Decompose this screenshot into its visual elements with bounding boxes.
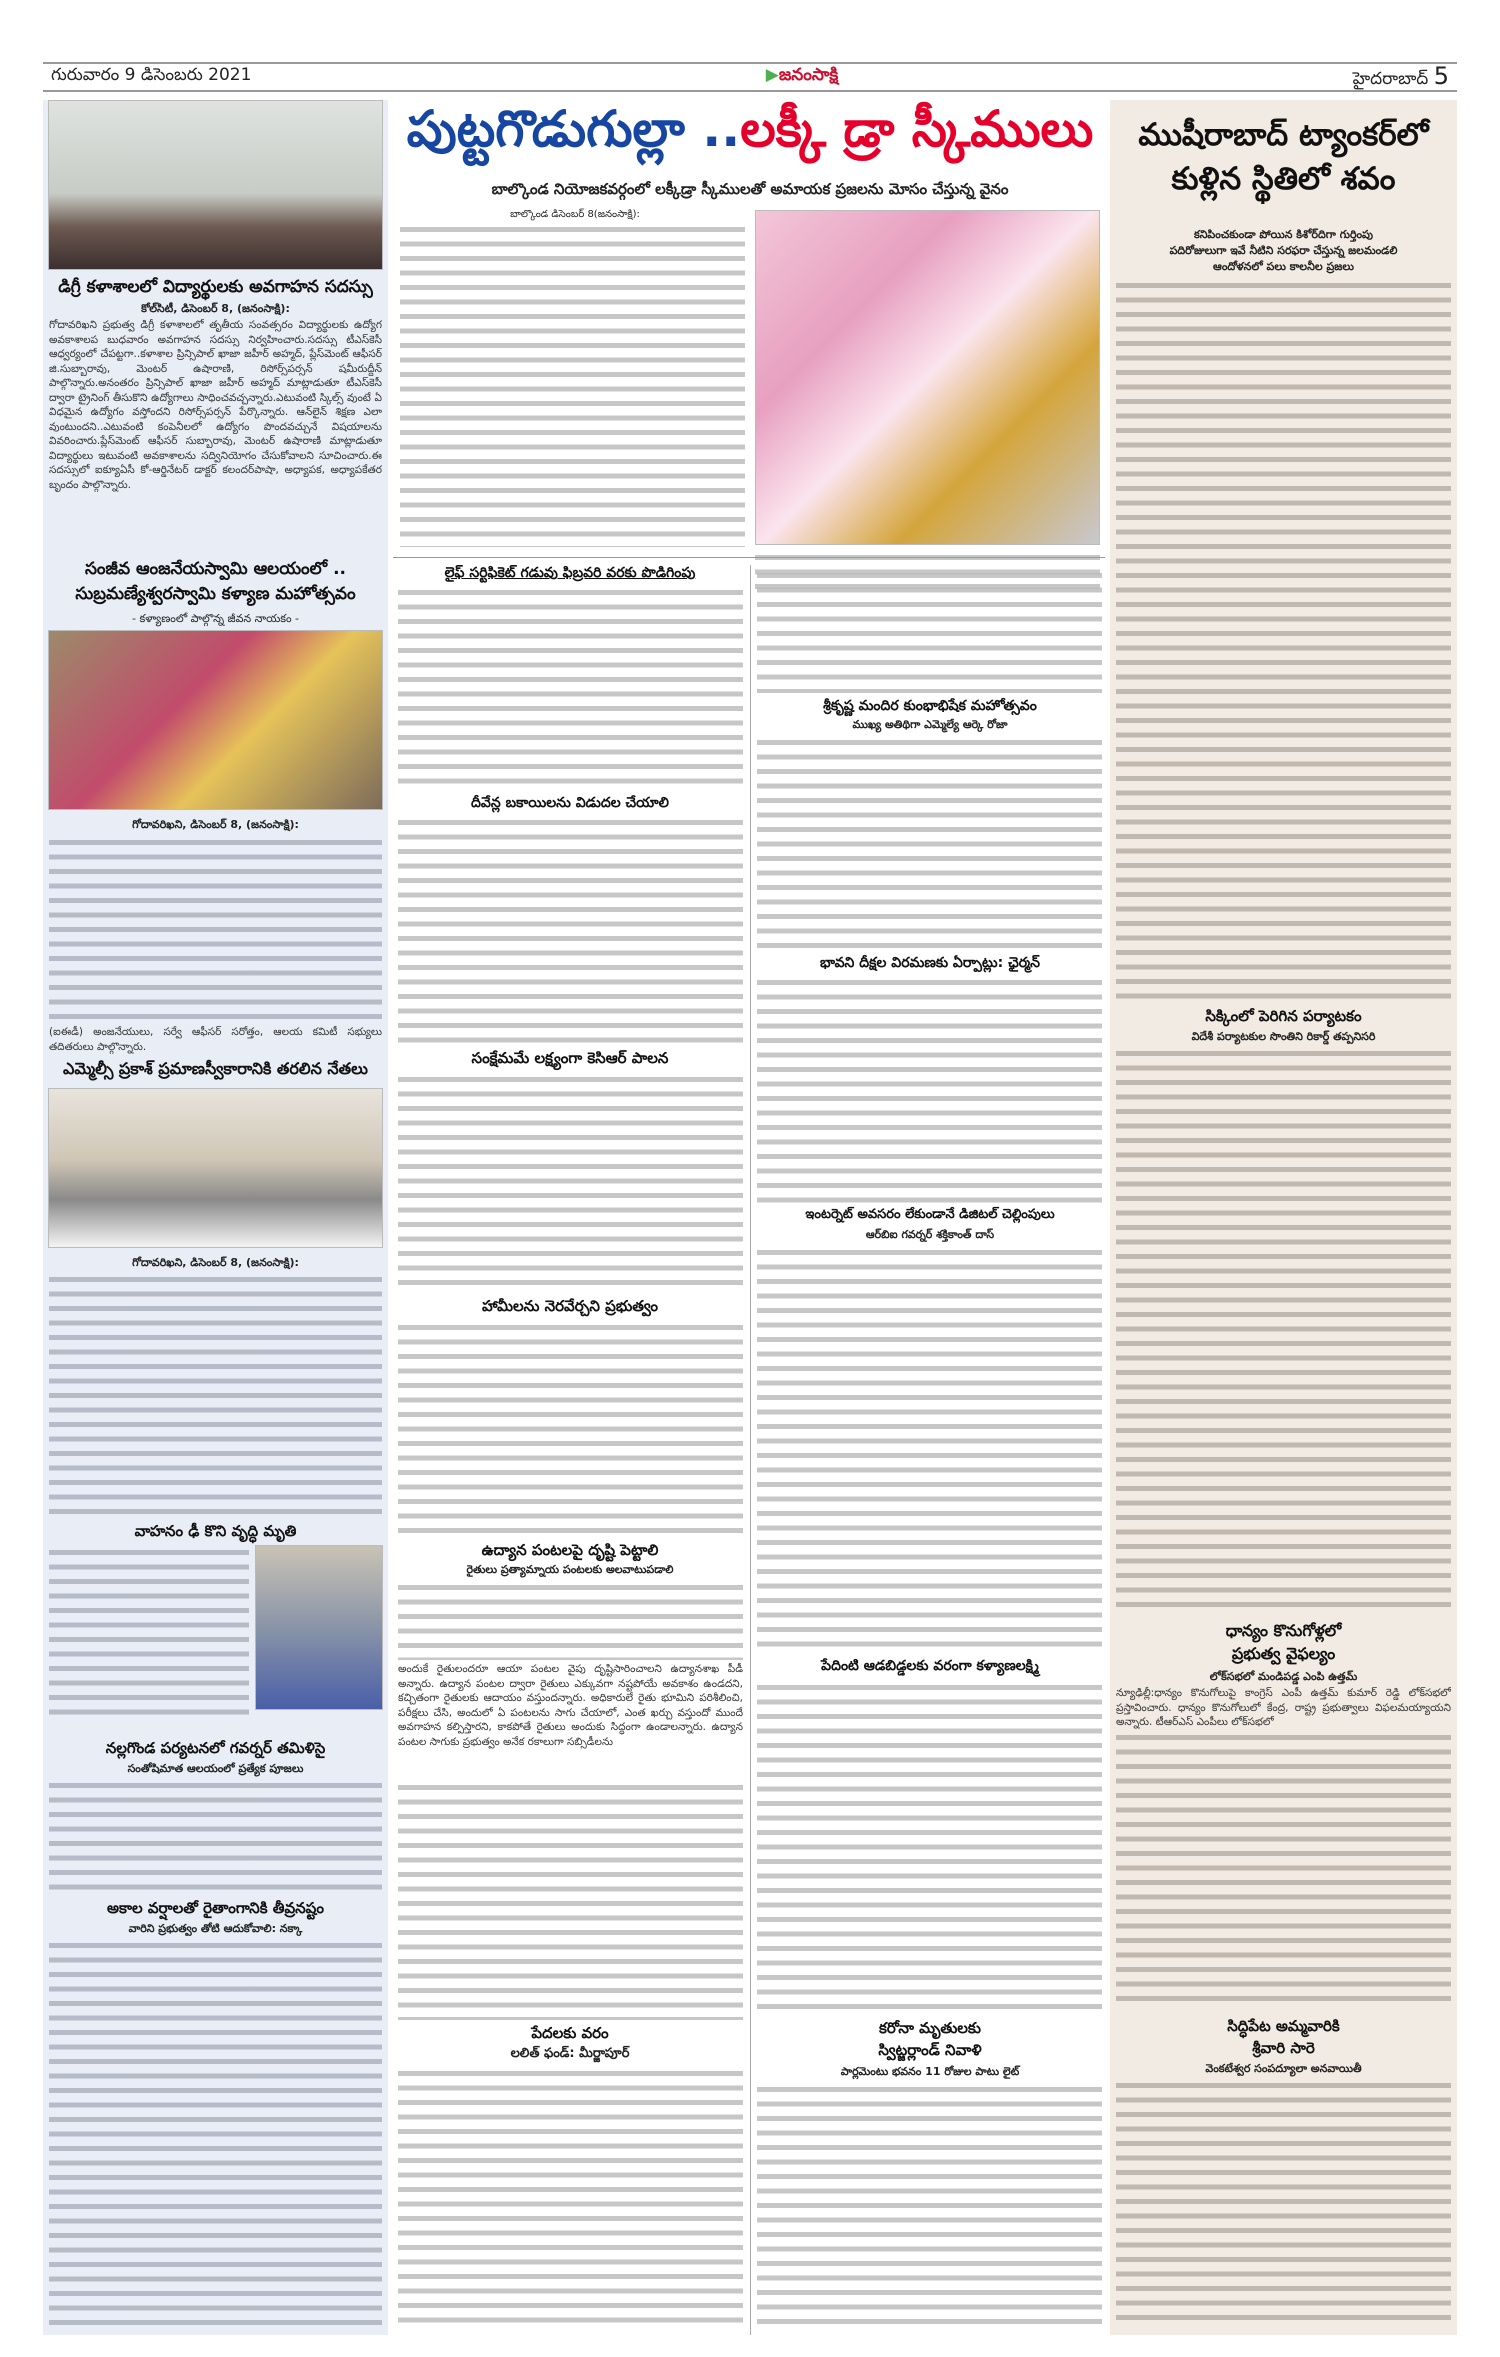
subheadline: ఆర్‌బిఐ గవర్నర్ శక్తికాంత్ దాస్ bbox=[865, 1228, 995, 1241]
article-text-lines bbox=[757, 1680, 1102, 2010]
article-text-lines bbox=[398, 815, 743, 1045]
article-text-lines bbox=[398, 585, 743, 790]
article-body: గోదావరిఖని ప్రభుత్వ డిగ్రీ కళాశాలలో తృతీయ సంవత్సరం విద్యార్థులకు ఉద్యోగ అవకాశాలప బుధవారం అవగాహన సదస్సు నిర్వహించారు.సదస్సు టీఎస్‌కెసీ ఆధ్వర్యంలో చేపట్టగా..కళాశాల ప్రిన్సిపాల్ ఖాజా జహీర్ అహ్మద్, ప్లేస్‌మెంట్ ఆఫీసర్ జి.సుబ్బారావు, మెంటర్ ఉషారాణి, రిసోర్స్‌పర్సన్ షమీరుద్దీన్ పాల్గొన్నారు.అనంతరం ప్రిన్సిపాల్ ఖాజా జహీర్ అహ్మద్ మాట్లాడుతూ టీఎస్‌కెసీ ద్వారా ట్రైనింగ్ తీసుకొని ఉద్యోగాలు సాధించవచ్చన్నారు.ఎటువంటి స్కిల్స్ వుంటే ఏ విధమైన ఉద్యోగం వస్తోందని రిసోర్స్‌పర్సన్ పేర్కొన్నారు. ఆన్‌లైన్ శిక్షణ ఎలా వుంటుందని..ఎటువంటి కంపెనీలలో ఉద్యోగం పొందవచ్చునే విషయాలను వివరించారు.ప్లేస్‌మెంట్ ఆఫీసర్ సుబ్బారావు, మెంటర్ ఉషారాణి మాట్లాడుతూ విద్యార్థులు ఇటువంటి అవకాశాలను సద్వినియోగం చేసుకోవాలని సూచించారు.ఈ సదస్సులో ఐక్యూఏసీ కో-ఆర్డినేటర్ డాక్టర్ కలందర్‌పాషా, అధ్యాపక, అధ్యాపకేతర బృందం పాల్గొన్నారు. bbox=[49, 319, 382, 491]
accident-photo bbox=[255, 1545, 383, 1710]
headline-bhavani: భావని దీక్షల విరమణకు ఏర్పాట్లు: ఛైర్మన్ bbox=[820, 955, 1040, 971]
article-text-lines bbox=[398, 1580, 743, 1660]
article-text-lines bbox=[1116, 1730, 1451, 2010]
headline-horticulture: ఉద్యాన పంటలపై దృష్టి పెట్టాలి bbox=[481, 1541, 659, 1559]
subheadline: లలిత్ ఫండ్: మీర్జాపూర్ bbox=[510, 2046, 630, 2061]
lead-subheadline: బాల్కొండ నియోజకవర్గంలో లక్కీడ్రా స్కీములతో అమాయక ప్రజలను మోసం చేస్తున్న వైనం bbox=[491, 180, 1009, 198]
headline-siddipet: సిద్ధిపేట అమ్మవారికి bbox=[1227, 2017, 1340, 2035]
dateline: గోదావరిఖని, డిసెంబర్ 8, (జనంసాక్షి): bbox=[132, 818, 299, 831]
divider bbox=[750, 565, 751, 2335]
divider bbox=[393, 557, 1105, 558]
edition-city: హైదరాబాద్ bbox=[1352, 68, 1429, 89]
subheadline: సంతోషిమాత ఆలయంలో ప్రత్యేక పూజలు bbox=[127, 1762, 304, 1775]
subheadline: పార్లమెంటు భవనం 11 రోజుల పాటు లైట్ bbox=[840, 2065, 1020, 2078]
subheadline: విదేశీ పర్యాటకుల సొంతిని రికార్డ్ తప్పనిసరి bbox=[1191, 1030, 1376, 1043]
subheadline: వెంకటేశ్వర సంపద్యూలా అనవాయితీ bbox=[1205, 2062, 1362, 2075]
article-body: (ఐఈడీ) అంజనేయులు, సర్వే ఆఫీసర్ సరోత్తం, ఆలయ కమిటీ సభ్యులు తదితరులు పాల్గొన్నారు. bbox=[49, 1026, 382, 1053]
logo-leaf-icon: ▶ bbox=[765, 65, 779, 85]
article-body: న్యూఢిల్లీ:ధాన్యం కొనుగోలుపై కాంగ్రెస్ ఎంపీ ఉత్తమ్ కుమార్ రెడ్డి లోక్‌సభలో ప్రస్తావించారు. ధాన్యం కొనుగోలులో కేంద్ర, రాష్ట్ర ప్రభుత్వాలు విఫలమయ్యాయని అన్నారు. టీఆర్‌ఎస్ ఎంపీలు లోక్‌సభలో bbox=[1116, 1687, 1451, 1728]
lead-text-lines bbox=[400, 222, 745, 547]
article-text-lines bbox=[398, 1072, 743, 1292]
subheadline: వారిని ప్రభుత్వం తోటి ఆదుకోవాలి: నక్కా bbox=[128, 1922, 303, 1935]
article-text-lines bbox=[398, 1780, 743, 2020]
wedding-ceremony-photo bbox=[48, 630, 383, 810]
dateline: కోల్‌సిటీ, డిసెంబర్ 8, (జనంసాక్షి): bbox=[141, 302, 290, 315]
subheadline: లోక్‌సభలో మండిపడ్డ ఎంపి ఉత్తమ్ bbox=[1209, 1670, 1358, 1683]
headline-governor: నల్లగొండ పర్యటనలో గవర్నర్ తమిళిసై bbox=[105, 1739, 326, 1757]
newspaper-logo: ▶జనంసాక్షి bbox=[765, 65, 839, 85]
article-text-lines bbox=[757, 568, 1102, 693]
page-number: 5 bbox=[1433, 61, 1449, 90]
subheadline: కనిపించకుండా పోయిన కిశోర్‌దిగా గుర్తింపు bbox=[1193, 228, 1374, 241]
dateline: గోదావరిఖని, డిసెంబర్ 8, (జనంసాక్షి): bbox=[132, 1256, 299, 1269]
article-text-lines bbox=[757, 1245, 1102, 1650]
headline-corona-2: స్విట్జర్లాండ్ నివాళి bbox=[878, 2041, 982, 2059]
caption: - కళ్యాణంలో పాల్గొన్న జీవన నాయకం - bbox=[131, 612, 299, 625]
headline-tanker: ముషీరాబాద్ ట్యాంకర్‌లో bbox=[1138, 117, 1429, 153]
left-column bbox=[43, 100, 388, 2335]
masthead bbox=[43, 62, 1457, 92]
lucky-draw-prizes-photo bbox=[755, 210, 1100, 545]
headline-dues: దీవేన్ల బకాయిలను విడుదల చేయాలి bbox=[471, 795, 669, 811]
headline-boon: పేదలకు వరం bbox=[531, 2024, 609, 2042]
headline-grain-2: ప్రభుత్వ వైఫల్యం bbox=[1231, 1644, 1336, 1663]
headline-tanker-2: కుళ్లిన స్థితిలో శవం bbox=[1171, 161, 1396, 197]
seminar-photo bbox=[48, 100, 383, 270]
article-text-lines bbox=[49, 1272, 382, 1517]
headline-siddipet-2: శ్రీవారి సారె bbox=[1252, 2039, 1315, 2057]
subheadline: ముఖ్య అతిథిగా ఎమ్మెల్యే ఆర్కె రోజా bbox=[852, 718, 1008, 731]
article-text-lines bbox=[398, 1320, 743, 1535]
headline-accident: వాహనం ఢీ కొని వృద్ధి మృతి bbox=[134, 1522, 297, 1540]
headline-promises: హామీలను నెరవేర్చని ప్రభుత్వం bbox=[481, 1297, 658, 1315]
article-text-lines bbox=[1116, 1046, 1451, 1616]
headline-grain: ధాన్యం కొనుగోళ్లలో bbox=[1225, 1621, 1342, 1640]
article-text-lines bbox=[49, 835, 382, 1025]
headline-krishna-temple: శ్రీకృష్ణ మందిర కుంభాభిషేక మహోత్సవం bbox=[823, 698, 1037, 714]
subheadline: రైతులు ప్రత్యామ్నాయ పంటలకు అలవాటుపడాలి bbox=[466, 1563, 674, 1576]
headline-sikkim: సిక్కింలో పెరిగిన పర్యాటకం bbox=[1205, 1007, 1362, 1025]
article-text-lines bbox=[49, 1778, 382, 1893]
article-text-lines bbox=[49, 1545, 249, 1715]
headline-welfare: సంక్షేమమే లక్ష్యంగా కెసిఆర్ పాలన bbox=[471, 1049, 669, 1067]
headline-degree-college: డిగ్రీ కళాశాలలో విద్యార్థులకు అవగాహన సదస్సు bbox=[58, 277, 373, 297]
headline-corona: కరోనా మృతులకు bbox=[879, 2019, 981, 2037]
subheadline: ఆందోళనలో పలు కాలనీల ప్రజలు bbox=[1213, 260, 1354, 273]
article-text-lines bbox=[757, 975, 1102, 1203]
headline-kalyana-lakshmi: పేదింటి ఆడబిడ్డలకు వరంగా కళ్యాణలక్ష్మి bbox=[821, 1658, 1039, 1674]
article-body: అందుకే రైతులందరూ ఆయా పంటల వైపు దృష్టిసారించాలని ఉద్యానశాఖ పీడీ అన్నారు. ఉద్యాన పంటల ద్వారా రైతులు ఎక్కువగా నష్టపోయే అవకాశం ఉండదని, కచ్చితంగా రైతులకు ఆదాయం వస్తుందన్నారు. అధికారులే రైతు భూమిని పరిశీలించి, పరీక్షలు చేసి, అందులో ఏ పంటలను సాగు చేయాలో, ఎంత ఖర్చు వస్తుందో ముందే అవగాహన కల్పిస్తారని, కాకపోతే రైతులు అందుకు సిద్ధంగా ఉండాలన్నారు. ఉద్యాన పంటల సాగుకు ప్రభుత్వం అనేక రకాలుగా సబ్సిడీలను bbox=[398, 1663, 743, 1748]
article-text-lines bbox=[49, 1938, 382, 2330]
headline-temple-2: సుబ్రమణ్యేశ్వరస్వామి కళ్యాణ మహోత్సవం bbox=[75, 584, 356, 604]
headline-temple: సంజీవ ఆంజనేయస్వామి ఆలయంలో .. bbox=[84, 559, 347, 579]
headline-digital-payments: ఇంటర్నెట్ అవసరం లేకుండానే డిజిటల్ చెల్లింపులు bbox=[805, 1207, 1055, 1222]
article-text-lines bbox=[1116, 2078, 1451, 2328]
article-text-lines bbox=[398, 2066, 743, 2331]
headline-mlc: ఎమ్మెల్సీ ప్రకాశ్ ప్రమాణస్వీకారానికి తరలిన నేతలు bbox=[63, 1059, 368, 1078]
lead-headline: పుట్టగొడుగుల్లా ..లక్కీ డ్రా స్కీములు bbox=[406, 100, 1094, 158]
dateline: బాల్కొండ డిసెంబర్ 8(జనంసాక్షి): bbox=[510, 209, 640, 220]
headline-life-certificate: లైఫ్ సర్టిఫికెట్ గడువు ఫిబ్రవరి వరకు పొడిగింపు bbox=[444, 565, 696, 581]
issue-date: గురువారం 9 డిసెంబరు 2021 bbox=[51, 65, 252, 85]
article-text-lines bbox=[1116, 278, 1451, 1003]
article-text-lines bbox=[757, 735, 1102, 950]
headline-rains: అకాల వర్షాలతో రైతాంగానికి తీవ్రనష్టం bbox=[107, 1899, 324, 1917]
article-text-lines bbox=[757, 2082, 1102, 2332]
subheadline: పదిరోజులుగా ఇవే నీటిని సరఫరా చేస్తున్న జలమండలి bbox=[1169, 244, 1398, 257]
leaders-photo bbox=[48, 1088, 383, 1248]
right-column bbox=[1110, 100, 1457, 2335]
